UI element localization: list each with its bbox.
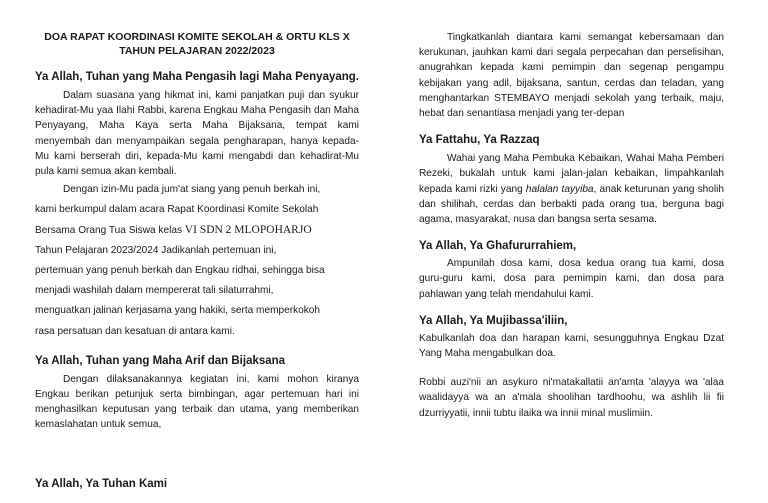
izin-line-8: rasa persatuan dan kesatuan di antara kami. <box>35 325 235 337</box>
paragraph-ampunilah: Ampunilah dosa kami, dosa kedua orang tua kami, dosa guru-guru kami, dosa para pemimpin kami, dan dosa para pahlawan yang telah mendahului kami. <box>419 258 724 300</box>
paragraph-izin <box>35 182 359 339</box>
halalan-tayyiba-text: halalan tayyiba <box>525 183 594 195</box>
izin-line-5: pertemuan yang penuh berkah dan Engkau ridhai, sehingga bisa <box>35 265 325 277</box>
kebaikan-text-b: , anak keturunan yang sholih dan shilihah, cerdas dan berbakti pada orang tua, berguna bagi agama, masyarakat, nusa dan bangsa serta sesama. <box>419 183 724 226</box>
paragraph-kebaikan <box>419 151 724 227</box>
document-title <box>35 30 359 58</box>
izin-line-2: kami berkumpul dalam acara Rapat Koordinasi Komite Sekolah <box>35 204 319 216</box>
izin-line-1: Dengan izin-Mu pada jum'at siang yang penuh berkah ini, <box>63 184 321 196</box>
title-line-2: TAHUN PELAJARAN 2022/2023 <box>119 45 275 57</box>
left-column <box>35 0 359 492</box>
paragraph-robbi: Robbi auzi'nii an asykuro ni'matakallatii an'amta 'alayya wa 'alaa waalidayya wa an a'mala shoolihan tardhoohu, wa ashlih lii fii dzurriyyatii, innii tubtu ilaika wa innii minal muslimiin. <box>419 377 724 419</box>
heading-maha-pengasih: Ya Allah, Tuhan yang Maha Pengasih lagi Maha Penyayang. <box>35 71 360 83</box>
izin-line-4: Tahun Pelajaran 2023/2024 Jadikanlah pertemuan ini, <box>35 244 277 256</box>
title-line-1: DOA RAPAT KOORDINASI KOMITE SEKOLAH & ORTU KLS X <box>44 31 350 43</box>
right-column <box>419 0 724 421</box>
izin-line-3 <box>35 223 359 238</box>
izin-line-3a: Bersama Orang Tua Siswa kelas <box>35 224 185 236</box>
kebaikan-text-a: Wahai yang Maha Pembuka Kebaikan, Wahai Maha Pemberi Rezeki, bukalah untuk kami jalan-jalan kebaikan, limpahkanlah kepada kami rizki yang <box>419 153 724 195</box>
heading-fattahu: Ya Fattahu, Ya Razzaq <box>419 134 540 147</box>
heading-ghafururrahiem: Ya Allah, Ya Ghafururrahiem, <box>419 240 577 253</box>
heading-tuhan-kami: Ya Allah, Ya Tuhan Kami <box>35 477 168 490</box>
paragraph-opening: Dalam suasana yang hikmat ini, kami panjatkan puji dan syukur kehadirat-Mu yaa Ilahi Rabbi, karena Engkau Maha Pengasih dan Maha Penyayang, Maha Kaya serta Maha Bijaksana, tempat kami menyembah dan menyampaikan segala pengharapan, hanya kepada-Mu kami berserah diri, kepada-Mu kami mengabdi dan kehadirat-Mu pula kami semua akan kembali. <box>35 90 359 178</box>
paragraph-kegiatan: Dengan dilaksanakannya kegiatan ini, kami mohon kiranya Engkau berikan petunjuk serta bimbingan, agar pertemuan hari ini menghasilkan keputusan yang terbaik dan utama, yang memberikan kemaslahatan untuk semua, <box>35 373 359 431</box>
heading-mujibassailiin: Ya Allah, Ya Mujibassa'iliin, <box>419 314 568 327</box>
heading-maha-arif: Ya Allah, Tuhan yang Maha Arif dan Bijaksana <box>35 354 286 367</box>
class-name-text: VI SDN 2 MLOPOHARJO <box>184 223 312 236</box>
paragraph-kabulkanlah: Kabulkanlah doa dan harapan kami, sesungguhnya Engkau Dzat Yang Maha mengabulkan doa. <box>419 332 724 360</box>
izin-line-6: menjadi washilah dalam mempererat tali silaturrahmi, <box>35 285 274 297</box>
paragraph-kebersamaan: Tingkatkanlah diantara kami semangat kebersamaan dan kerukunan, jauhkan kami dari segala perpecahan dan perselisihan, anugrahkan kepada kami pemimpin dan segenap pengampu kebijakan yang adil, bijaksana, santun, cerdas dan teladan, yang menghantarkan STEMBAYO menjadi sekolah yang terbaik, maju, hebat dan senantiasa menjadi yang ter-depan <box>419 32 724 120</box>
izin-line-7: menguatkan jalinan kerjasama yang hakiki, serta memperkokoh <box>35 305 321 317</box>
